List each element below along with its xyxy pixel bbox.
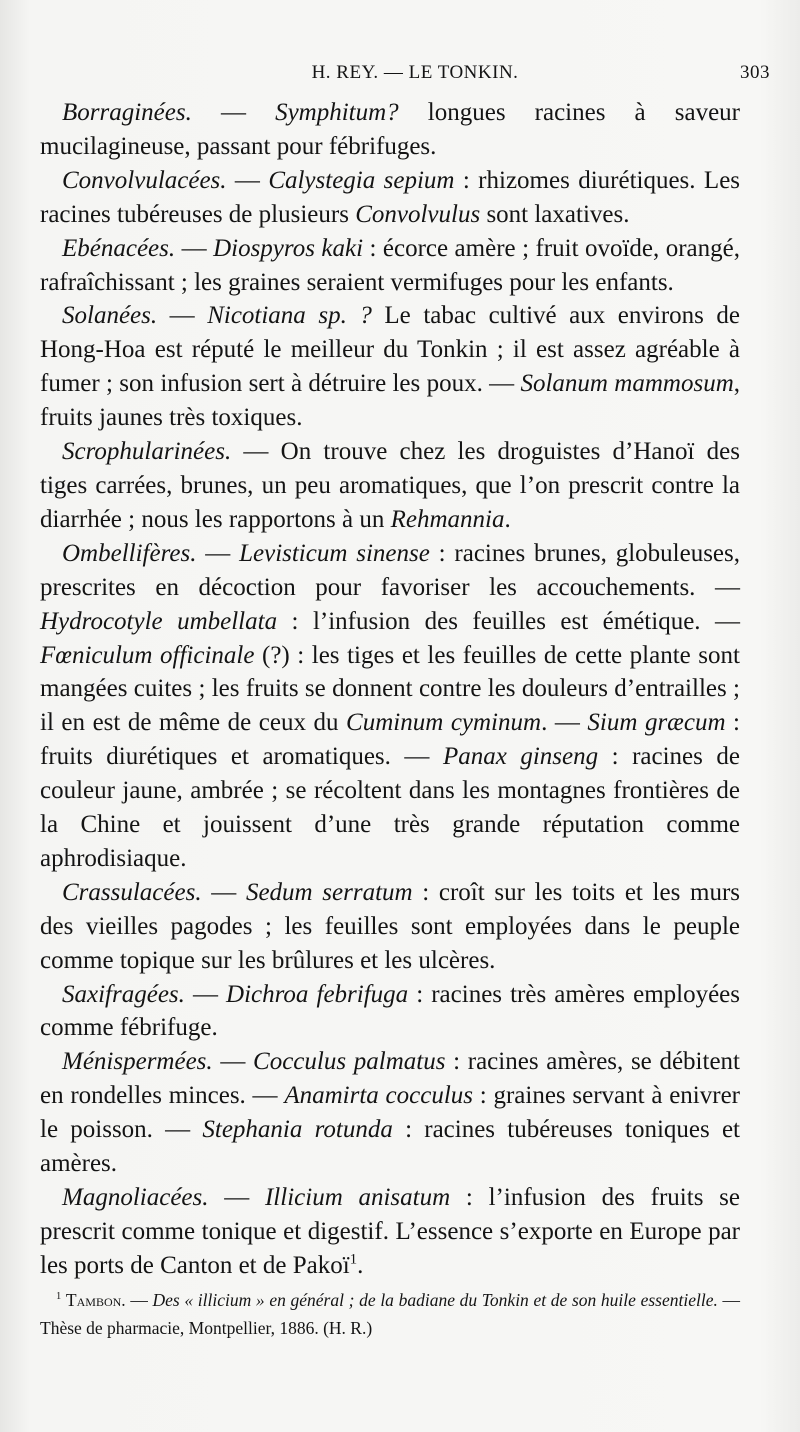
species-name: Dichroa febrifuga [226, 980, 409, 1008]
family-name: Magnoliacées. [62, 1184, 209, 1211]
paragraph-ombelliferes: Ombellifères. — Levisticum sinense : racines brunes, globuleuses, prescrites en décoction pour favoriser les accouchements. — Hydrocotyle umbellata : l’infusion des feuilles est émétique. — Fœniculum officinale (?) : les tiges et les feuilles de cette plante sont mangées cuites ; les fruits se donnent contre les douleurs d’entrailles ; il en est de même de ceux du Cuminum cyminum. — Sium græcum : fruits diurétiques et aromatiques. — Panax ginseng : racines de couleur jaune, ambrée ; se récoltent dans les montagnes frontières de la Chine et jouissent d’une très grande réputation comme aphrodisiaque. [40, 539, 741, 872]
species-name: Symphitum? [275, 99, 399, 126]
family-name: Ebénacées. [62, 234, 176, 262]
paragraph-menispermees: Ménispermées. — Cocculus palmatus : racines amères, se débitent en rondelles minces. — Anamirta cocculus : graines servant à enivrer le poisson. — Stephania rotunda : racines tubéreuses toniques et amères. [40, 1048, 740, 1178]
footnote-reference: 1 [349, 1251, 358, 1268]
paragraph-solanees: Solanées. — Nicotiana sp. ? Le tabac cultivé aux environs de Hong-Hoa est réputé le meilleur du Tonkin ; il est assez agréable à fumer ; son infusion sert à détruire les poux. — Solanum mammosum, fruits jaunes très toxiques. [40, 302, 741, 432]
main-text [40, 96, 740, 1283]
species-name: Rehmannia [390, 505, 505, 533]
family-name: Crassulacées. [62, 878, 202, 906]
family-name: Ombellifères. [62, 539, 197, 567]
species-name: Sedum serratum [245, 878, 413, 906]
paragraph-borraginees: Borraginées. — Symphitum? longues racines à saveur mucilagineuse, passant pour fébrifuges. [40, 99, 741, 160]
family-name: Ménispermées. [62, 1048, 213, 1076]
family-name: Borraginées. [62, 99, 192, 126]
species-name: Cocculus palmatus [253, 1048, 446, 1076]
family-name: Convolvulacées. [62, 166, 227, 194]
footnote-author: Tambon. [65, 1290, 126, 1310]
species-name: Stephania rotunda [202, 1116, 393, 1144]
species-name: Solanum mammosum [520, 370, 734, 398]
page-number: 303 [740, 62, 770, 83]
paragraph-convolvulacees: Convolvulacées. — Calystegia sepium : rhizomes diurétiques. Les racines tubéreuses de plusieurs Convolvulus sont laxatives. [40, 166, 741, 228]
paragraph-ebenacees: Ebénacées. — Diospyros kaki : écorce amère ; fruit ovoïde, orangé, rafraîchissant ; les graines seraient vermifuges pour les enfants. [40, 234, 740, 296]
paragraph-magnoliacees: Magnoliacées. — Illicium anisatum : l’infusion des fruits se prescrit comme tonique et digestif. L’essence s’exporte en Europe par les ports de Canton et de Pakoï$^1$. [40, 1184, 740, 1279]
species-name: Sium græcum [587, 709, 726, 737]
footnote: $^1$ Tambon. — Des « illicium » en général ; de la badiane du Tonkin et de son huile essentielle. — Thèse de pharmacie, Montpellier, 1886. (H. R.) [40, 1290, 741, 1338]
family-name: Scrophularinées. [62, 438, 232, 466]
species-name: Hydrocotyle umbellata [40, 607, 278, 635]
species-name: Calystegia sepium [268, 166, 455, 194]
species-name: Anamirta cocculus [284, 1082, 473, 1110]
running-title: H. REY. — LE TONKIN. [311, 62, 519, 83]
species-name: Diospyros kaki [213, 234, 364, 262]
species-name: Illicium anisatum [264, 1184, 451, 1211]
species-name: Panax ginseng [442, 743, 599, 771]
paragraph-crassulacees: Crassulacées. — Sedum serratum : croît sur les toits et les murs des vieilles pagodes ; les feuilles sont employées dans le peuple comme topique sur les brûlures et les ulcères. [40, 878, 741, 974]
family-name: Solanées. [62, 302, 158, 330]
family-name: Saxifragées. [62, 980, 185, 1008]
footnote-citation: — Thèse de pharmacie, Montpellier, 1886. (H. R.) [40, 1290, 741, 1338]
paragraph-saxifragees: Saxifragées. — Dichroa febrifuga : racines très amères employées comme fébrifuge. [40, 980, 741, 1042]
footnote-marker: 1 [56, 1291, 62, 1303]
running-header [60, 62, 770, 90]
species-name: Nicotiana sp. ? [207, 302, 372, 330]
species-name: Levisticum sinense [239, 539, 430, 567]
species-name: Cuminum cyminum [346, 709, 542, 737]
species-name: Fœniculum officinale [40, 641, 255, 669]
paragraph-scrophularinees: Scrophularinées. — On trouve chez les droguistes d’Hanoï des tiges carrées, brunes, un peu aromatiques, que l’on prescrit contre la diarrhée ; nous les rapportons à un Rehmannia. [40, 438, 741, 533]
species-name: Convolvulus [355, 200, 481, 228]
footnote-title: Des « illicium » en général ; de la badiane du Tonkin et de son huile essentielle. [152, 1290, 718, 1310]
